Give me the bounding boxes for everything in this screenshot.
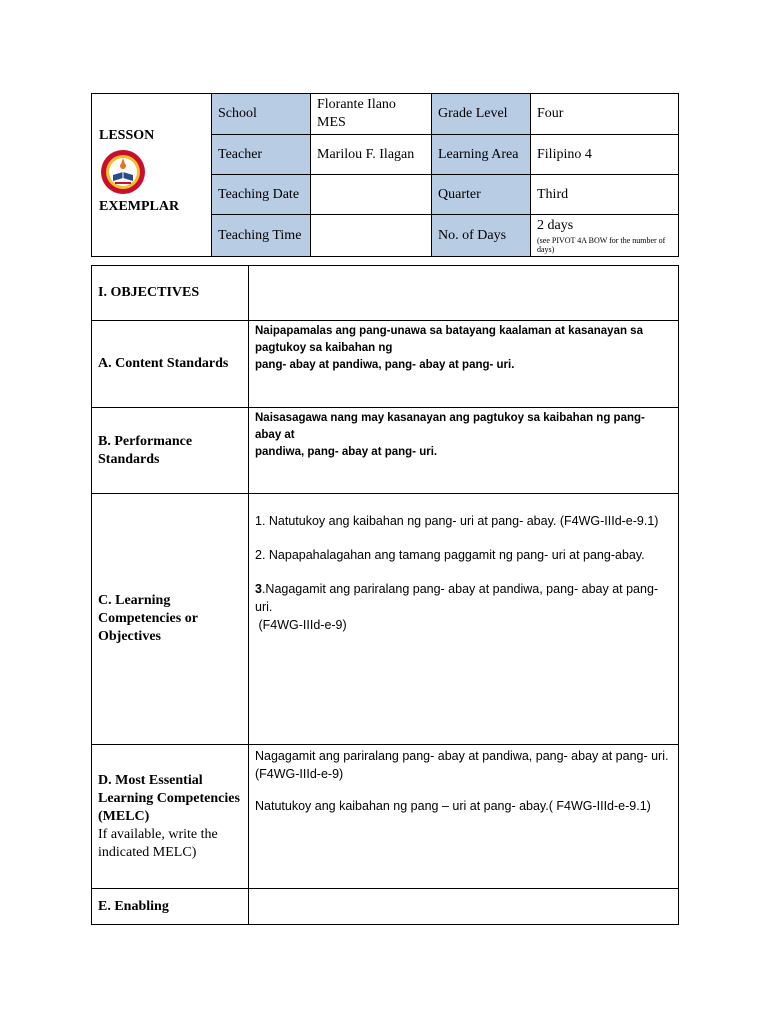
content-standards-label: A. Content Standards <box>92 321 249 408</box>
school-label: School <box>212 94 311 135</box>
teacher-label: Teacher <box>212 135 311 175</box>
competency-item-3-text: .Nagagamit ang pariralang pang- abay at pandiwa, pang- abay at pang- uri. <box>255 582 659 614</box>
competency-item-1: 1. Natutukoy ang kaibahan ng pang- uri at pang- abay. (F4WG-IIId-e-9.1) <box>255 514 659 528</box>
performance-standards-line2: pandiwa, pang- abay at pang- uri. <box>255 446 438 458</box>
no-of-days-note: (see PIVOT 4A BOW for the number of days) <box>537 236 666 254</box>
teaching-date-label: Teaching Date <box>212 175 311 215</box>
teaching-time-value <box>311 215 432 257</box>
lesson-exemplar-cell <box>92 94 212 257</box>
melc-sublabel: If available, write the indicated MELC) <box>98 826 218 860</box>
school-value: Florante Ilano MES <box>311 94 432 135</box>
melc-value <box>249 745 679 889</box>
objectives-heading-value <box>249 266 679 321</box>
performance-standards-line1: Naisasagawa nang may kasanayan ang pagtukoy sa kaibahan ng pang- abay at <box>255 412 645 441</box>
competency-item-3 <box>255 580 672 616</box>
quarter-value: Third <box>531 175 679 215</box>
enabling-label: E. Enabling <box>92 889 249 925</box>
content-standards-line1: Naipapamalas ang pang-unawa sa batayang kaalaman at kasanayan sa pagtukoy sa kaibahan ng <box>255 325 643 354</box>
competency-item-3-number: 3 <box>255 582 262 596</box>
melc-label-cell <box>92 745 249 889</box>
objectives-table <box>91 265 679 925</box>
no-of-days-cell <box>531 215 679 257</box>
lesson-header-table <box>91 93 679 257</box>
competency-item-2: 2. Napapahalagahan ang tamang paggamit ng pang- uri at pang-abay. <box>255 548 645 562</box>
melc-text-2 <box>255 797 672 815</box>
content-standards-value <box>249 321 679 408</box>
teacher-value: Marilou F. Ilagan <box>311 135 432 175</box>
learning-area-value: Filipino 4 <box>531 135 679 175</box>
enabling-value <box>249 889 679 925</box>
quarter-label: Quarter <box>432 175 531 215</box>
melc-text-2b: ( F4WG-IIId-e-9.1) <box>548 799 651 813</box>
grade-level-value: Four <box>531 94 679 135</box>
content-standards-line2: pang- abay at pandiwa, pang- abay at pang- uri. <box>255 359 515 371</box>
teaching-time-label: Teaching Time <box>212 215 311 257</box>
performance-standards-value <box>249 408 679 494</box>
melc-text-2a: Natutukoy ang kaibahan ng pang – uri at pang- abay. <box>255 799 549 813</box>
no-of-days-label: No. of Days <box>432 215 531 257</box>
grade-level-label: Grade Level <box>432 94 531 135</box>
school-seal-logo-icon <box>100 149 146 195</box>
melc-code-1: (F4WG-IIId-e-9) <box>255 767 344 781</box>
teaching-date-value <box>311 175 432 215</box>
competency-item-3-code: (F4WG-IIId-e-9) <box>255 618 347 632</box>
objectives-heading: I. OBJECTIVES <box>92 266 249 321</box>
performance-standards-label: B. Performance Standards <box>92 408 249 494</box>
melc-label: D. Most Essential Learning Competencies (MELC) <box>98 772 240 824</box>
learning-competencies-label: C. Learning Competencies or Objectives <box>92 494 249 745</box>
lesson-label: LESSON <box>99 128 155 143</box>
no-of-days-value: 2 days <box>537 218 574 233</box>
melc-text-1: Nagagamit ang pariralang pang- abay at pandiwa, pang- abay at pang- uri. <box>255 749 669 763</box>
learning-competencies-value <box>249 494 679 745</box>
exemplar-label: EXEMPLAR <box>99 199 180 214</box>
learning-area-label: Learning Area <box>432 135 531 175</box>
